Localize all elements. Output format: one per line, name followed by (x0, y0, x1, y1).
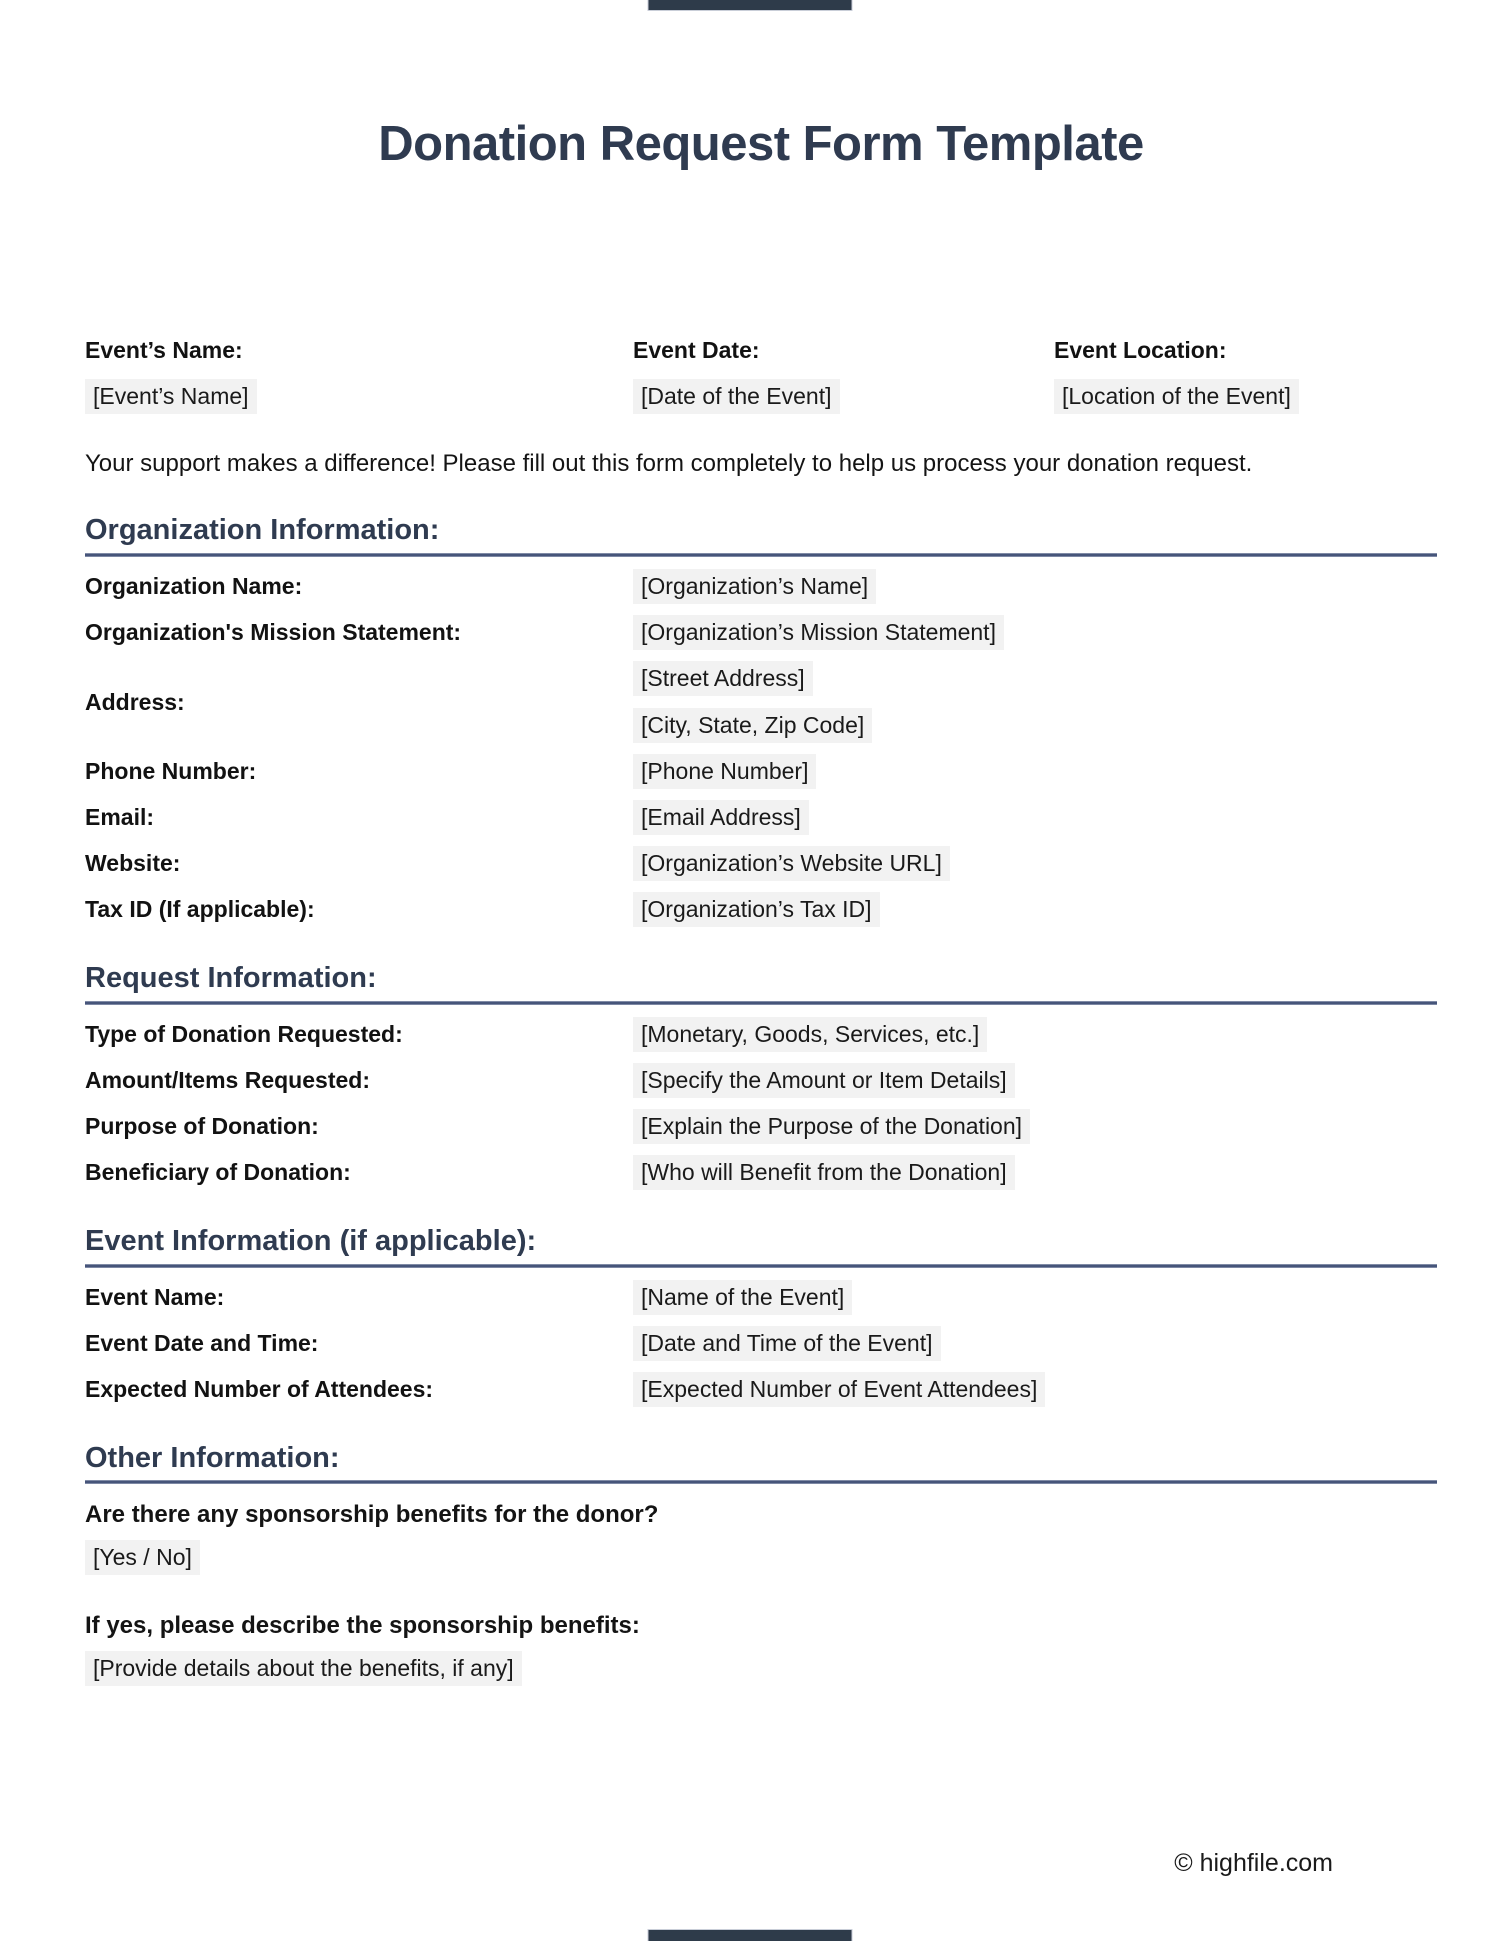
question-block (85, 1500, 1437, 1575)
benefits-details-field[interactable]: [Provide details about the benefits, if any] (85, 1651, 522, 1686)
section-request-information (85, 961, 1437, 1190)
event-name-label: Event’s Name: (85, 337, 243, 364)
form-row (85, 615, 1437, 650)
donation-type-field[interactable]: [Monetary, Goods, Services, etc.] (633, 1017, 987, 1052)
section-rows (85, 1280, 1437, 1407)
phone-number-label: Phone Number: (85, 758, 257, 785)
event-datetime-label: Event Date and Time: (85, 1329, 319, 1356)
tax-id-label: Tax ID (If applicable): (85, 896, 315, 923)
event-summary-row (85, 336, 1437, 414)
event-datetime-field[interactable]: [Date and Time of the Event] (633, 1326, 941, 1361)
phone-number-field[interactable]: [Phone Number] (633, 754, 816, 789)
event-summary-col-name (85, 336, 633, 414)
donation-beneficiary-field[interactable]: [Who will Benefit from the Donation] (633, 1155, 1015, 1190)
email-field[interactable]: [Email Address] (633, 800, 809, 835)
describe-benefits-question: If yes, please describe the sponsorship benefits: (85, 1612, 640, 1640)
page-bottom-bar (648, 1929, 853, 1941)
form-row (85, 1155, 1437, 1190)
amount-items-label: Amount/Items Requested: (85, 1067, 370, 1093)
event-location-field[interactable]: [Location of the Event] (1054, 379, 1299, 414)
form-row (85, 1280, 1437, 1315)
event-location-label: Event Location: (1054, 337, 1227, 364)
amount-items-field[interactable]: [Specify the Amount or Item Details] (633, 1063, 1015, 1098)
street-address-field[interactable]: [Street Address] (633, 661, 813, 696)
form-row (85, 800, 1437, 835)
yes-no-field[interactable]: [Yes / No] (85, 1540, 200, 1575)
form-row (85, 1372, 1437, 1407)
section-heading: Organization Information: (85, 514, 440, 547)
section-divider (85, 1264, 1437, 1268)
tax-id-field[interactable]: [Organization’s Tax ID] (633, 892, 880, 927)
section-divider (85, 1480, 1437, 1484)
form-row (85, 661, 1437, 743)
event-summary-col-location (1054, 336, 1437, 414)
form-row (85, 846, 1437, 881)
page-top-bar (648, 0, 853, 11)
donation-beneficiary-label: Beneficiary of Donation: (85, 1159, 351, 1185)
form-row (85, 892, 1437, 927)
email-label: Email: (85, 804, 155, 831)
event-name-row-label: Event Name: (85, 1283, 225, 1310)
form-row (85, 569, 1437, 604)
expected-attendees-field[interactable]: [Expected Number of Event Attendees] (633, 1372, 1045, 1407)
section-heading: Request Information: (85, 962, 377, 995)
form-row (85, 1109, 1437, 1144)
website-field[interactable]: [Organization’s Website URL] (633, 846, 950, 881)
city-state-zip-field[interactable]: [City, State, Zip Code] (633, 708, 872, 743)
section-heading: Event Information (if applicable): (85, 1224, 537, 1257)
event-date-field[interactable]: [Date of the Event] (633, 379, 840, 414)
section-organization-information (85, 513, 1437, 927)
website-label: Website: (85, 850, 181, 877)
event-summary-col-date (633, 336, 1054, 414)
donation-type-label: Type of Donation Requested: (85, 1021, 403, 1047)
form-row (85, 1017, 1437, 1052)
section-rows (85, 569, 1437, 927)
intro-text: Your support makes a difference! Please fill out this form completely to help us process your donation request. (85, 450, 1253, 478)
section-heading: Other Information: (85, 1441, 340, 1474)
event-date-label: Event Date: (633, 337, 760, 364)
question-block (85, 1611, 1437, 1686)
mission-statement-label: Organization's Mission Statement: (85, 619, 462, 646)
section-event-information (85, 1224, 1437, 1407)
donation-purpose-label: Purpose of Donation: (85, 1113, 319, 1139)
address-label: Address: (85, 688, 185, 715)
organization-name-field[interactable]: [Organization’s Name] (633, 569, 876, 604)
donation-purpose-field[interactable]: [Explain the Purpose of the Donation] (633, 1109, 1030, 1144)
section-other-information (85, 1441, 1437, 1687)
form-row (85, 1063, 1437, 1098)
form-row (85, 1326, 1437, 1361)
sponsorship-benefits-question: Are there any sponsorship benefits for the donor? (85, 1501, 659, 1529)
page-title: Donation Request Form Template (378, 117, 1144, 171)
form-row (85, 754, 1437, 789)
section-divider (85, 1001, 1437, 1005)
address-fields (633, 661, 872, 743)
copyright-text: © highfile.com (1174, 1849, 1333, 1877)
mission-statement-field[interactable]: [Organization’s Mission Statement] (633, 615, 1004, 650)
section-rows (85, 1017, 1437, 1190)
event-name-row-field[interactable]: [Name of the Event] (633, 1280, 852, 1315)
organization-name-label: Organization Name: (85, 573, 303, 600)
event-name-field[interactable]: [Event’s Name] (85, 379, 257, 414)
expected-attendees-label: Expected Number of Attendees: (85, 1375, 434, 1402)
section-divider (85, 553, 1437, 557)
